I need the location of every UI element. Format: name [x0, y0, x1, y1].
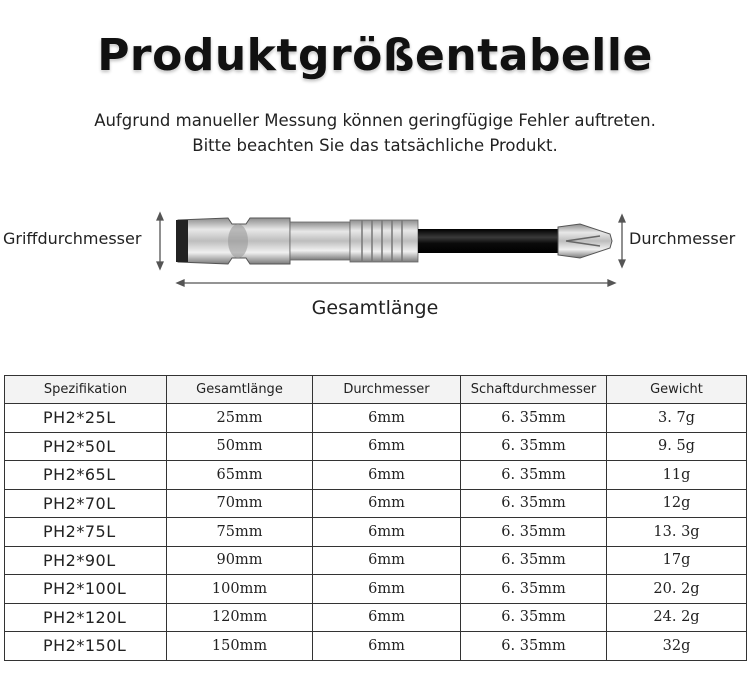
- table-row: [5, 603, 747, 632]
- cell-specification: PH2*65L: [5, 461, 167, 490]
- cell-total-length: 100mm: [167, 575, 313, 604]
- header-weight: Gewicht: [607, 376, 747, 404]
- cell-diameter: 6mm: [313, 603, 461, 632]
- cell-total-length: 150mm: [167, 632, 313, 661]
- cell-specification: PH2*70L: [5, 489, 167, 518]
- cell-weight: 17g: [607, 546, 747, 575]
- table-row: [5, 432, 747, 461]
- grip-diameter-label: Griffdurchmesser: [3, 229, 142, 248]
- cell-weight: 11g: [607, 461, 747, 490]
- diameter-label: Durchmesser: [629, 229, 736, 248]
- cell-shank-diameter: 6. 35mm: [461, 461, 607, 490]
- cell-specification: PH2*90L: [5, 546, 167, 575]
- cell-shank-diameter: 6. 35mm: [461, 404, 607, 433]
- bit-shaft: [418, 229, 558, 253]
- table-row: [5, 461, 747, 490]
- cell-weight: 13. 3g: [607, 518, 747, 547]
- cell-diameter: 6mm: [313, 489, 461, 518]
- header-specification: Spezifikation: [5, 376, 167, 404]
- cell-weight: 32g: [607, 632, 747, 661]
- total-length-arrow: [177, 280, 615, 286]
- header-total-length: Gesamtlänge: [167, 376, 313, 404]
- page-title: Produktgrößentabelle: [97, 30, 653, 81]
- cell-weight: 20. 2g: [607, 575, 747, 604]
- cell-total-length: 90mm: [167, 546, 313, 575]
- measurement-note-line-1: Aufgrund manueller Messung können geringfügige Fehler auftreten.: [94, 111, 656, 130]
- cell-total-length: 70mm: [167, 489, 313, 518]
- cell-shank-diameter: 6. 35mm: [461, 489, 607, 518]
- cell-shank-diameter: 6. 35mm: [461, 546, 607, 575]
- cell-specification: PH2*50L: [5, 432, 167, 461]
- header-shank-diameter: Schaftdurchmesser: [461, 376, 607, 404]
- cell-shank-diameter: 6. 35mm: [461, 432, 607, 461]
- hex-shank: [176, 218, 418, 264]
- screwdriver-bit-diagram: [0, 200, 750, 300]
- table-row: [5, 518, 747, 547]
- grip-diameter-arrow: [157, 213, 163, 269]
- cell-diameter: 6mm: [313, 432, 461, 461]
- cell-shank-diameter: 6. 35mm: [461, 575, 607, 604]
- cell-weight: 24. 2g: [607, 603, 747, 632]
- cell-diameter: 6mm: [313, 575, 461, 604]
- cell-shank-diameter: 6. 35mm: [461, 632, 607, 661]
- cell-specification: PH2*150L: [5, 632, 167, 661]
- table-row: [5, 489, 747, 518]
- cell-shank-diameter: 6. 35mm: [461, 518, 607, 547]
- cell-diameter: 6mm: [313, 461, 461, 490]
- table-header-row: [5, 376, 747, 404]
- cell-weight: 3. 7g: [607, 404, 747, 433]
- cell-specification: PH2*75L: [5, 518, 167, 547]
- table-row: [5, 575, 747, 604]
- cell-weight: 12g: [607, 489, 747, 518]
- table-row: [5, 546, 747, 575]
- cell-shank-diameter: 6. 35mm: [461, 603, 607, 632]
- total-length-label: Gesamtlänge: [311, 297, 439, 319]
- cell-diameter: 6mm: [313, 518, 461, 547]
- cell-diameter: 6mm: [313, 546, 461, 575]
- diameter-arrow: [619, 215, 625, 267]
- cell-specification: PH2*120L: [5, 603, 167, 632]
- measurement-note-line-2: Bitte beachten Sie das tatsächliche Produkt.: [192, 136, 558, 155]
- cell-total-length: 65mm: [167, 461, 313, 490]
- cell-total-length: 120mm: [167, 603, 313, 632]
- cell-specification: PH2*25L: [5, 404, 167, 433]
- cell-total-length: 50mm: [167, 432, 313, 461]
- header-diameter: Durchmesser: [313, 376, 461, 404]
- size-table: [4, 375, 747, 661]
- measurement-note: [0, 108, 750, 158]
- table-row: [5, 632, 747, 661]
- cell-weight: 9. 5g: [607, 432, 747, 461]
- cell-diameter: 6mm: [313, 632, 461, 661]
- cell-total-length: 25mm: [167, 404, 313, 433]
- table-row: [5, 404, 747, 433]
- cell-diameter: 6mm: [313, 404, 461, 433]
- cell-total-length: 75mm: [167, 518, 313, 547]
- phillips-tip: [558, 224, 612, 258]
- cell-specification: PH2*100L: [5, 575, 167, 604]
